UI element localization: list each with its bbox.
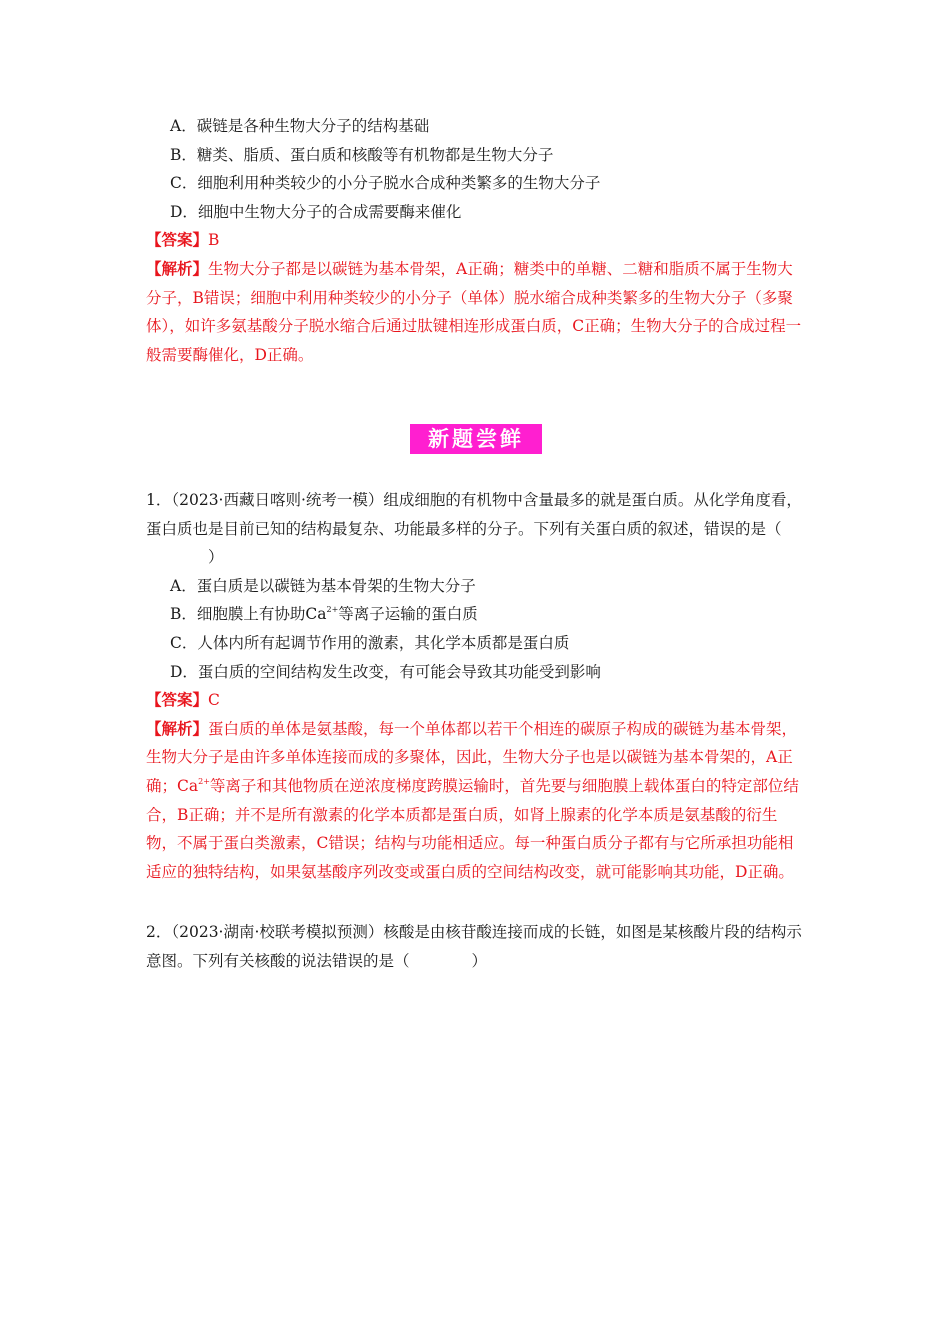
question-2-stem-text: 2．（2023·湖南·校联考模拟预测）核酸是由核苷酸连接而成的长链，如图是某核酸片段的结构示意图。下列有关核酸的说法错误的是（ bbox=[146, 923, 802, 970]
analysis-superscript: 2+ bbox=[198, 776, 210, 786]
question-1-stem bbox=[146, 486, 806, 572]
question-2-stem-close: ） bbox=[471, 951, 488, 970]
question-1-option-c: C．人体内所有起调节作用的激素，其化学本质都是蛋白质 bbox=[170, 633, 570, 652]
option-b: B．糖类、脂质、蛋白质和核酸等有机物都是生物大分子 bbox=[170, 145, 554, 164]
analysis-text-end: 等离子和其他物质在逆浓度梯度跨膜运输时，首先要与细胞膜上载体蛋白的特定部位结合，B正确；并不是所有激素的化学本质都是蛋白质，如肾上腺素的化学本质是氨基酸的衍生物，不属于蛋白类激素，C错误；结构与功能相适应。每一种蛋白质分子都有与它所承担功能相适应的独特结构，如果氨基酸序列改变或蛋白质的空间结构改变，就可能影响其功能，D正确。 bbox=[146, 776, 799, 881]
option-b-text: B．细胞膜上有协助Ca bbox=[170, 605, 327, 624]
answer-label: 【答案】 bbox=[146, 230, 209, 250]
analysis-label: 【解析】 bbox=[146, 718, 209, 738]
previous-question bbox=[146, 112, 806, 369]
answer-value: B bbox=[208, 231, 220, 250]
answer-value: C bbox=[208, 691, 220, 710]
option-c: C．细胞利用种类较少的小分子脱水合成种类繁多的生物大分子 bbox=[170, 174, 601, 193]
question-1-stem-close: ） bbox=[208, 548, 224, 567]
question-1-option-d: D．蛋白质的空间结构发生改变，有可能会导致其功能受到影响 bbox=[170, 662, 601, 681]
answer-label: 【答案】 bbox=[146, 690, 209, 710]
question-1-option-b bbox=[146, 600, 806, 629]
option-d: D．细胞中生物大分子的合成需要酶来催化 bbox=[170, 202, 462, 221]
answer-line bbox=[146, 226, 806, 255]
analysis-text: 生物大分子都是以碳链为基本骨架，A正确；糖类中的单糖、二糖和脂质不属于生物大分子，B错误；细胞中利用种类较少的小分子（单体）脱水缩合成种类繁多的生物大分子（多聚体），如许多氨基酸分子脱水缩合后通过肽键相连形成蛋白质，C正确；生物大分子的合成过程一般需要酶催化，D正确。 bbox=[146, 259, 802, 364]
analysis-text: 蛋白质的单体是氨基酸，每一个单体都以若干个相连的碳原子构成的碳链为基本骨架，生物大分子是由许多单体连接而成的多聚体，因此，生物大分子也是以碳链为基本骨架的，A正确；Ca bbox=[146, 719, 798, 795]
question-2 bbox=[146, 918, 806, 975]
question-1-analysis bbox=[146, 715, 806, 887]
analysis-label: 【解析】 bbox=[146, 258, 209, 278]
question-1 bbox=[146, 486, 806, 886]
analysis-paragraph bbox=[146, 255, 806, 369]
question-1-stem-text: 1．（2023·西藏日喀则·统考一模）组成细胞的有机物中含量最多的就是蛋白质。从化学角度看，蛋白质也是目前已知的结构最复杂、功能最多样的分子。下列有关蛋白质的叙述，错误的是（ bbox=[146, 491, 802, 538]
option-b-superscript: 2+ bbox=[326, 605, 339, 615]
question-1-option-a: A．蛋白质是以碳链为基本骨架的生物大分子 bbox=[170, 576, 476, 595]
option-a: A．碳链是各种生物大分子的结构基础 bbox=[170, 117, 430, 135]
option-b-text-end: 等离子运输的蛋白质 bbox=[338, 605, 478, 624]
question-2-stem bbox=[146, 918, 806, 975]
section-title-badge: 新题尝鲜 bbox=[410, 424, 542, 454]
question-1-answer bbox=[146, 686, 806, 715]
